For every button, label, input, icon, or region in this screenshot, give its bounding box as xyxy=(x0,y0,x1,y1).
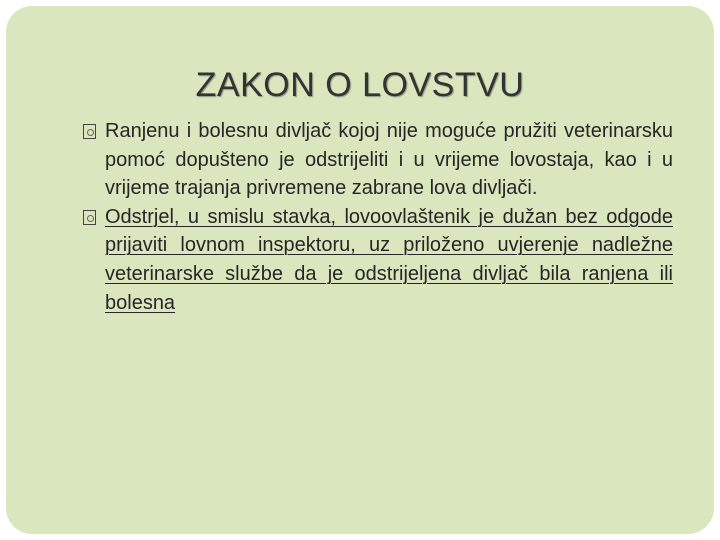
bullet-box-icon xyxy=(83,124,96,139)
bullet-item-2 xyxy=(83,203,673,317)
bullet-box-icon xyxy=(83,210,96,225)
bullet-list xyxy=(83,117,673,317)
bullet-text-1: Ranjenu i bolesnu divljač kojoj nije moguće pružiti veterinarsku pomoć dopušteno je odstrijeliti i u vrijeme lovostaja, kao i u vrijeme trajanja privremene zabrane lova divljači. xyxy=(105,120,673,200)
bullet-item-1 xyxy=(83,117,673,203)
bullet-text-2: Odstrjel, u smislu stavka, lovoovlaštenik je dužan bez odgode prijaviti lovnom inspektoru, uz priloženo uvjerenje nadležne veterinarske službe da je odstrijeljena divljač bila ranjena ili bolesna xyxy=(105,205,673,314)
slide-title: ZAKON O LOVSTVU xyxy=(195,66,525,104)
slide-background xyxy=(6,6,714,534)
